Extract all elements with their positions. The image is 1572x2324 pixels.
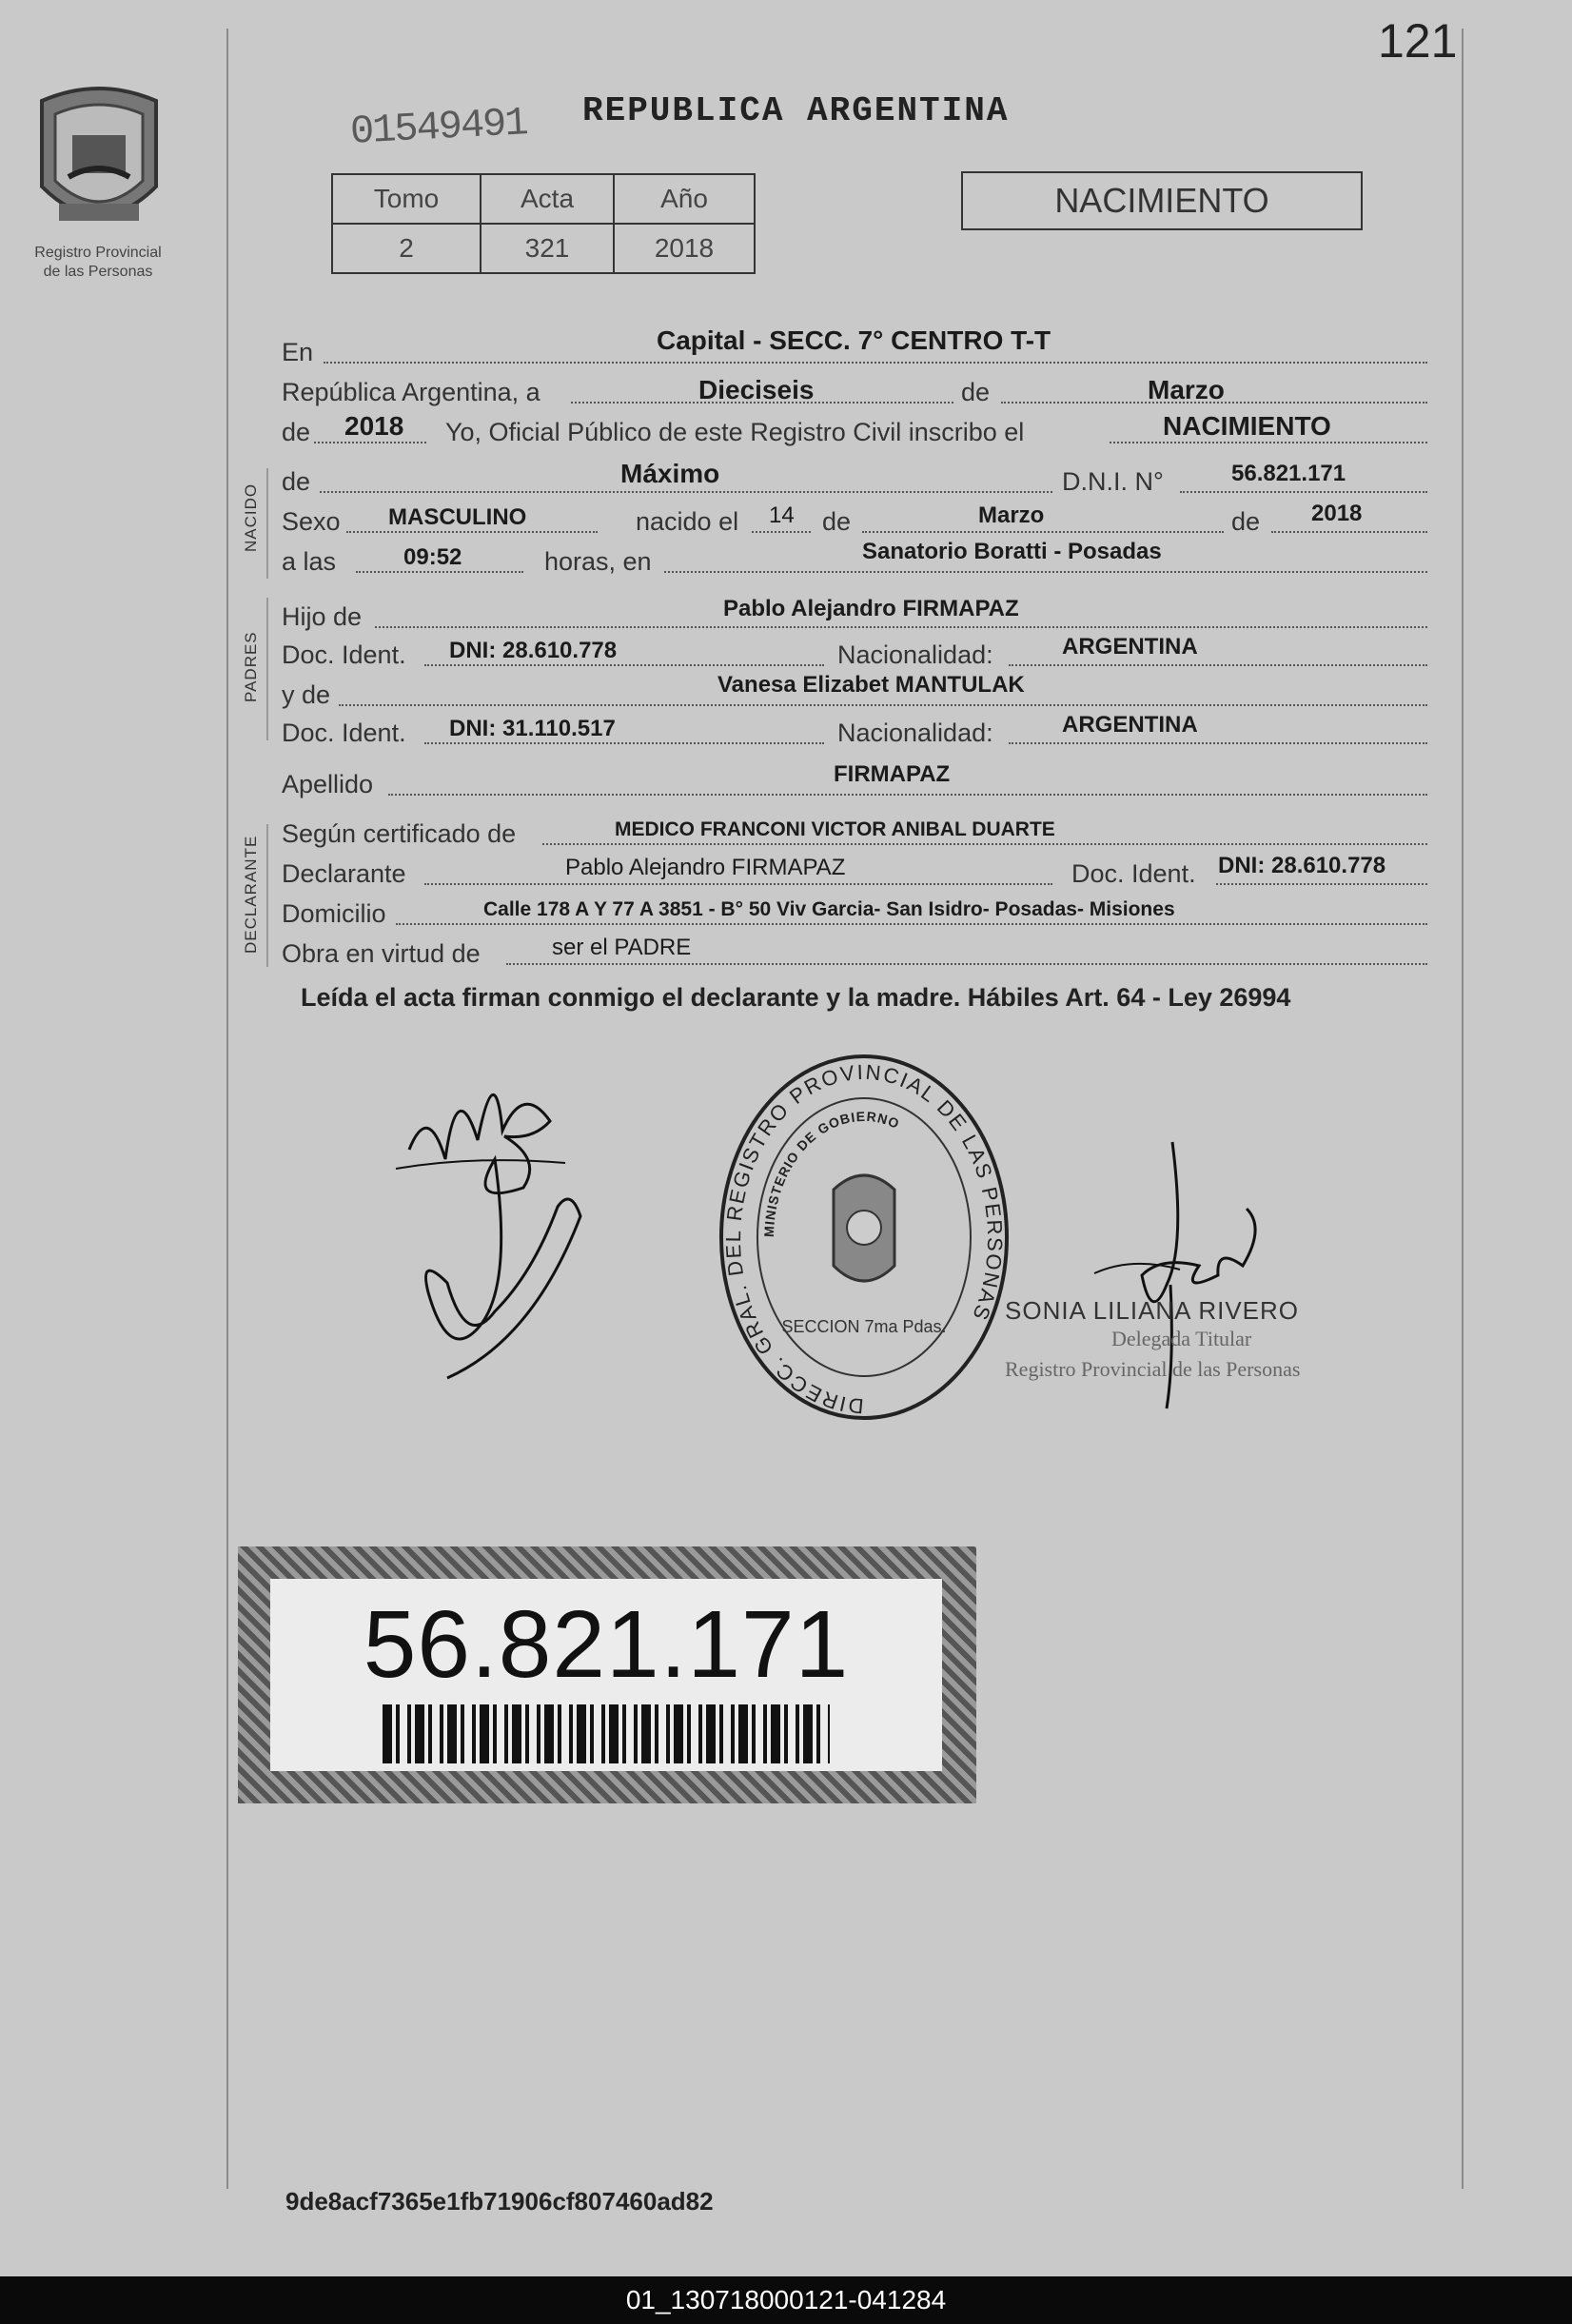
page-number: 121: [1378, 14, 1458, 68]
side-label-declarante: DECLARANTE: [242, 835, 260, 954]
row-certificado: [282, 813, 1427, 851]
label-doc-ident-declarant: Doc. Ident.: [1071, 859, 1196, 888]
mother-doc: DNI: 31.110.517: [449, 716, 616, 741]
row-apellido: [282, 763, 1427, 801]
declarant-doc: DNI: 28.610.778: [1218, 853, 1386, 878]
seal-inner-text: MINISTERIO DE GOBIERNO: [760, 1108, 903, 1238]
row-year: [282, 411, 1427, 449]
registry-emblem-icon: [30, 82, 167, 244]
birth-year: 2018: [1311, 501, 1363, 526]
value-ano: 2018: [614, 224, 755, 273]
id-sticker: [238, 1546, 976, 1803]
declarant-relation: ser el PADRE: [552, 935, 692, 960]
surname: FIRMAPAZ: [834, 761, 951, 787]
row-nacido-name: [282, 461, 1427, 499]
record-table-header: [332, 174, 755, 224]
label-republica: República Argentina, a: [282, 378, 540, 406]
label-segun-certificado: Según certificado de: [282, 819, 517, 848]
header-tomo: Tomo: [332, 174, 481, 224]
record-type-box: NACIMIENTO: [961, 171, 1363, 230]
child-name: Máximo: [620, 459, 720, 488]
barcode: [383, 1704, 830, 1763]
row-obra: [282, 933, 1427, 971]
row-nacido-sexo: [282, 501, 1427, 539]
row-declarante: [282, 853, 1427, 891]
row-republica: [282, 371, 1427, 409]
label-obra: Obra en virtud de: [282, 939, 481, 968]
record-table-values: [332, 224, 755, 273]
mother-nationality: ARGENTINA: [1062, 712, 1198, 738]
declarant-address: Calle 178 A Y 77 A 3851 - B° 50 Viv Garcia- San Isidro- Posadas- Misiones: [483, 898, 1175, 920]
label-horas-en: horas, en: [544, 547, 652, 576]
label-de-birth-year: de: [1231, 507, 1261, 536]
label-de-birth-month: de: [822, 507, 852, 536]
registration-inscribed: NACIMIENTO: [1163, 411, 1331, 441]
row-mother-doc: [282, 712, 1427, 750]
official-org: Registro Provincial de las Personas: [1005, 1357, 1301, 1381]
value-acta: 321: [481, 224, 614, 273]
label-nacido-el: nacido el: [636, 507, 739, 536]
certificate-doctor: MEDICO FRANCONI VICTOR ANIBAL DUARTE: [615, 818, 1055, 840]
official-role: Delegada Titular: [1111, 1327, 1252, 1350]
row-nacido-time: [282, 541, 1427, 579]
label-dni: D.N.I. N°: [1062, 467, 1164, 496]
father-nationality: ARGENTINA: [1062, 634, 1198, 660]
mother-name: Vanesa Elizabet MANTULAK: [717, 672, 1025, 698]
row-father-doc: [282, 634, 1427, 672]
label-a-las: a las: [282, 547, 337, 576]
label-nacionalidad-father: Nacionalidad:: [837, 640, 993, 669]
row-father: [282, 596, 1427, 634]
father-name: Pablo Alejandro FIRMAPAZ: [723, 596, 1019, 621]
sticker-number: 56.821.171: [363, 1591, 850, 1698]
label-sexo: Sexo: [282, 507, 341, 536]
official-seal: [712, 1047, 1016, 1428]
label-hijo-de: Hijo de: [282, 602, 363, 631]
value-tomo: 2: [332, 224, 481, 273]
registration-year: 2018: [344, 411, 404, 441]
father-doc: DNI: 28.610.778: [449, 638, 618, 663]
side-label-padres: PADRES: [242, 631, 260, 702]
side-label-nacido: NACIDO: [242, 483, 260, 552]
left-margin-line: [226, 29, 228, 2189]
row-en: [282, 325, 1427, 369]
row-domicilio: [282, 893, 1427, 931]
document-title: REPUBLICA ARGENTINA: [582, 91, 1010, 130]
declarant-name: Pablo Alejandro FIRMAPAZ: [565, 855, 846, 880]
birth-month: Marzo: [978, 502, 1045, 528]
label-doc-ident-father: Doc. Ident.: [282, 640, 406, 669]
official-statement: Yo, Oficial Público de este Registro Civil inscribo el: [445, 418, 1025, 446]
registry-caption: Registro Provincial de las Personas: [34, 245, 162, 280]
document-hash: 9de8acf7365e1fb71906cf807460ad82: [285, 2187, 714, 2216]
label-de-name: de: [282, 467, 311, 496]
label-en: En: [282, 338, 314, 366]
birth-day: 14: [769, 502, 795, 528]
seal-outer-text: DIRECC. GRAL. DEL REGISTRO PROVINCIAL DE LAS PERSONAS: [720, 1059, 1008, 1419]
registration-day: Dieciseis: [698, 375, 815, 404]
seal-bottom-text: SECCION 7ma Pdas.: [781, 1317, 947, 1336]
row-mother: [282, 674, 1427, 712]
birth-place: Sanatorio Boratti - Posadas: [862, 539, 1162, 564]
label-y-de: y de: [282, 680, 331, 709]
footer-code: 01_130718000121-041284: [625, 2285, 947, 2314]
header-ano: Año: [614, 174, 755, 224]
header-acta: Acta: [481, 174, 614, 224]
declarant-signature: [390, 1045, 609, 1407]
registration-month: Marzo: [1148, 375, 1225, 404]
label-de-month: de: [961, 378, 991, 406]
birth-time: 09:52: [403, 544, 462, 570]
child-sex: MASCULINO: [388, 504, 527, 530]
footer-bar: [0, 2276, 1572, 2324]
label-domicilio: Domicilio: [282, 899, 386, 928]
official-name: SONIA LILIANA RIVERO: [1005, 1296, 1299, 1325]
label-declarante: Declarante: [282, 859, 406, 888]
registration-place: Capital - SECC. 7° CENTRO T-T: [657, 325, 1051, 355]
serial-number: 01549491: [348, 100, 528, 155]
child-dni: 56.821.171: [1231, 461, 1346, 486]
right-margin-line: [1462, 29, 1464, 2189]
closing-statement: Leída el acta firman conmigo el declarante y la madre. Hábiles Art. 64 - Ley 26994: [301, 983, 1291, 1012]
label-apellido: Apellido: [282, 770, 374, 798]
record-table: [331, 173, 756, 274]
label-nacionalidad-mother: Nacionalidad:: [837, 719, 993, 747]
label-de-year: de: [282, 418, 311, 446]
label-doc-ident-mother: Doc. Ident.: [282, 719, 406, 747]
